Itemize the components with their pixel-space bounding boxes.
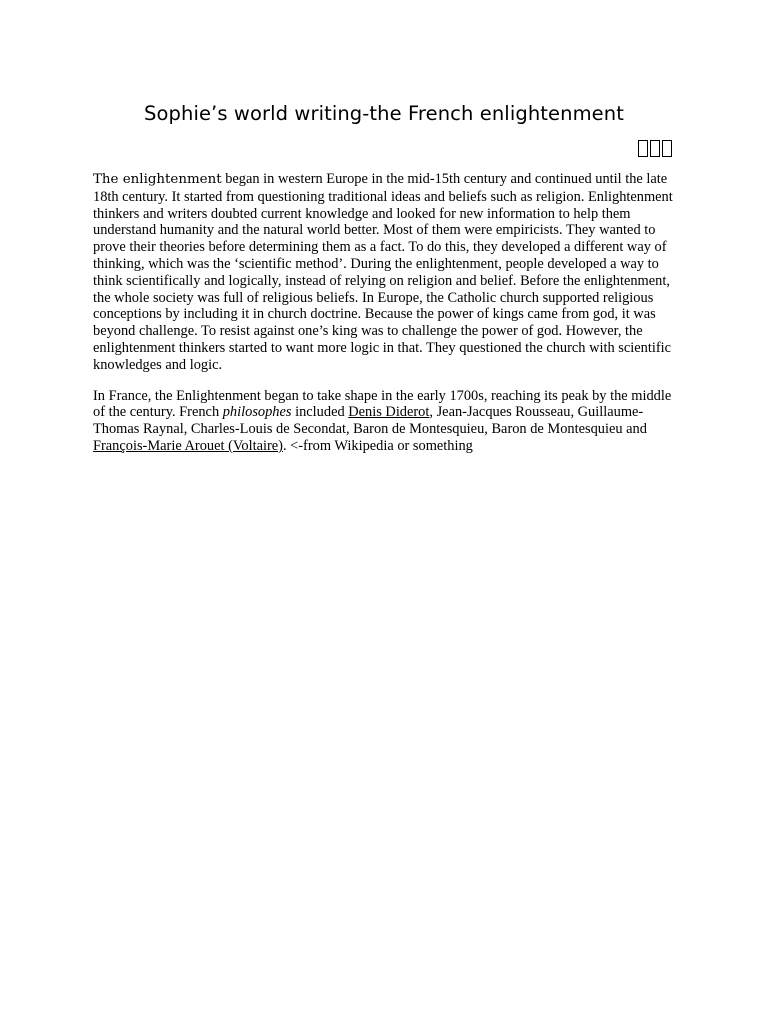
- missing-glyph-box: [650, 140, 660, 157]
- paragraph-lead: The enlightenment: [93, 172, 222, 187]
- paragraph-france: [93, 388, 677, 455]
- italic-term: philosophes: [222, 404, 292, 421]
- document-body: [93, 171, 677, 469]
- paragraph-text: In France, the Enlightenment began to take shape in the early 1700s, reaching its peak by the middle of the century. French: [93, 387, 672, 421]
- author-name-missing-glyphs: [638, 140, 673, 160]
- link-denis-diderot[interactable]: Denis Diderot: [348, 404, 430, 421]
- link-voltaire[interactable]: François-Marie Arouet (Voltaire): [93, 437, 283, 454]
- paragraph-text: . <-from Wikipedia or something: [282, 437, 473, 454]
- paragraph-text: began in western Europe in the mid-15th century and continued until the late 18th century. It started from questioning traditional ideas and beliefs such as religion. Enlightenment thinkers and writers doubted current knowledge and looked for new information to help them understand humanity and the natural world better. Most of them were empiricists. They wanted to prove their theories before determining them as a fact. To do this, they developed a different way of thinking, which was the ‘scientific method’. During the enlightenment, people developed a way to think scientifically and logically, instead of relying on religion and belief. Before the enlightenment, the whole society was full of religious beliefs. In Europe, the Catholic church supported religious conceptions by including it in church doctrine. Because the power of kings came from god, it was beyond challenge. To resist against one’s king was to challenge the power of god. However, the enlightenment thinkers started to want more logic in that. They questioned the church with scientific knowledges and logic.: [93, 171, 673, 373]
- missing-glyph-box: [638, 140, 648, 157]
- paragraph-enlightenment: [93, 171, 677, 374]
- paragraph-text: , Jean-Jacques Rousseau, Guillaume-Thomas Raynal, Charles-Louis de Secondat, Baron de Montesquieu, Baron de Montesquieu and: [93, 404, 647, 438]
- missing-glyph-box: [662, 140, 672, 157]
- document-title: Sophie’s world writing-the French enlightenment: [144, 102, 624, 125]
- paragraph-text: included: [291, 404, 349, 421]
